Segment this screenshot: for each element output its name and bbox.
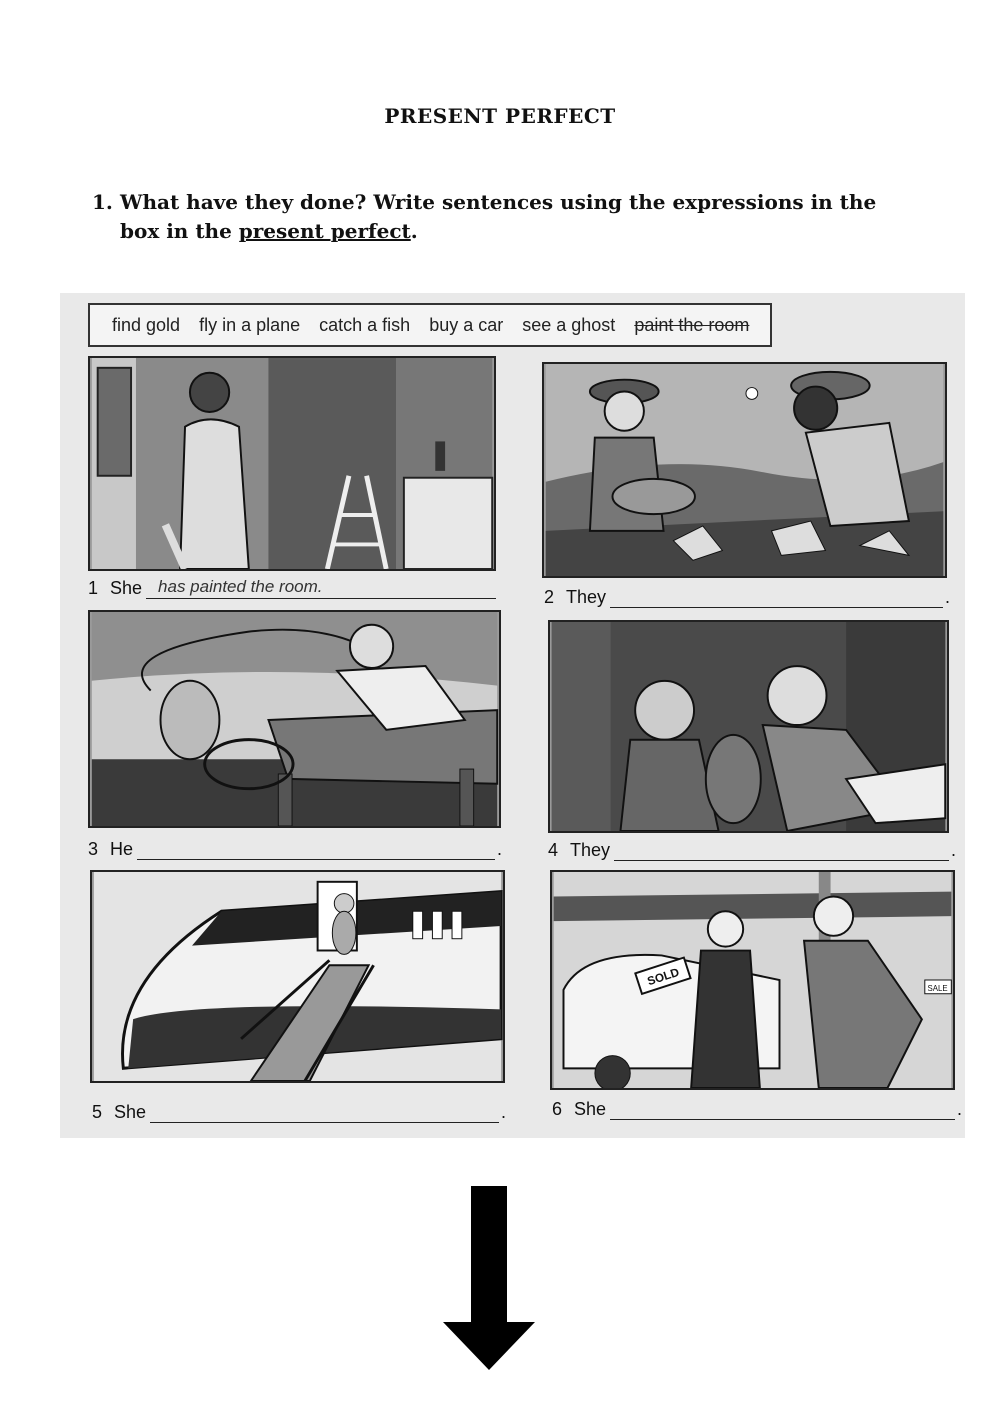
exercise-6-subject: She [574,1099,607,1119]
word-box-item: see a ghost [522,314,616,335]
exercise-3 [88,837,502,860]
word-box-item: catch a fish [319,314,411,335]
exercise-1-subject: She [110,578,143,598]
instruction-line-1 [92,188,942,217]
exercise-4-period: . [950,840,956,860]
exercise-instruction [92,188,942,246]
instruction-number: 1. [92,190,113,214]
picture-3-fisherman [88,610,501,828]
exercise-1-number: 1 [88,578,99,598]
exercise-3-subject: He [110,839,134,859]
exercise-4-subject: They [570,840,611,860]
word-box-item: buy a car [429,314,504,335]
sold-sign-text: SOLD [645,965,681,989]
exercise-2-answer[interactable] [610,585,943,608]
instruction-period: . [410,219,418,243]
instruction-text-1: What have they done? Write sentences using the expressions in the [120,190,877,214]
word-box-item-used: paint the room [634,314,750,335]
instruction-line-2 [92,217,942,246]
exercise-5-subject: She [114,1102,147,1122]
word-box-item: find gold [112,314,181,335]
airplane-illustration [92,872,503,1081]
picture-6-car-sale [550,870,955,1090]
sale-sign-text: SALE [927,983,948,993]
picture-1-painter [88,356,496,571]
exercise-2-period: . [944,587,950,607]
exercise-3-answer[interactable] [137,837,495,860]
exercise-4-number: 4 [548,840,559,860]
exercise-5 [92,1100,506,1123]
exercise-2-number: 2 [544,587,555,607]
word-box [88,303,772,347]
page-title: PRESENT PERFECT [384,104,616,128]
painter-illustration [90,358,494,569]
exercise-5-period: . [500,1102,506,1122]
exercise-6 [552,1097,962,1120]
exercise-6-period: . [956,1099,962,1119]
word-box-item: fly in a plane [199,314,301,335]
exercise-3-number: 3 [88,839,99,859]
exercise-1-answer[interactable]: has painted the room. [146,576,496,599]
picture-4-ghost [548,620,949,833]
picture-2-gold-diggers [542,362,947,578]
fish-illustration [90,612,499,826]
gold-illustration [544,364,945,576]
exercise-6-number: 6 [552,1099,563,1119]
ghost-illustration [550,622,947,831]
exercise-1 [88,576,496,599]
sale-sign [925,980,952,994]
instruction-underlined: present perfect [238,219,411,243]
car-illustration [552,872,953,1088]
picture-5-airplane [90,870,505,1083]
down-arrow-icon [443,1186,535,1370]
exercise-3-period: . [496,839,502,859]
exercise-2 [544,585,950,608]
exercise-2-subject: They [566,587,607,607]
exercise-6-answer[interactable] [610,1097,955,1120]
exercise-4-answer[interactable] [614,838,949,861]
exercise-4 [548,838,956,861]
exercise-5-answer[interactable] [150,1100,499,1123]
exercise-5-number: 5 [92,1102,103,1122]
instruction-text-2: box in the [120,219,239,243]
